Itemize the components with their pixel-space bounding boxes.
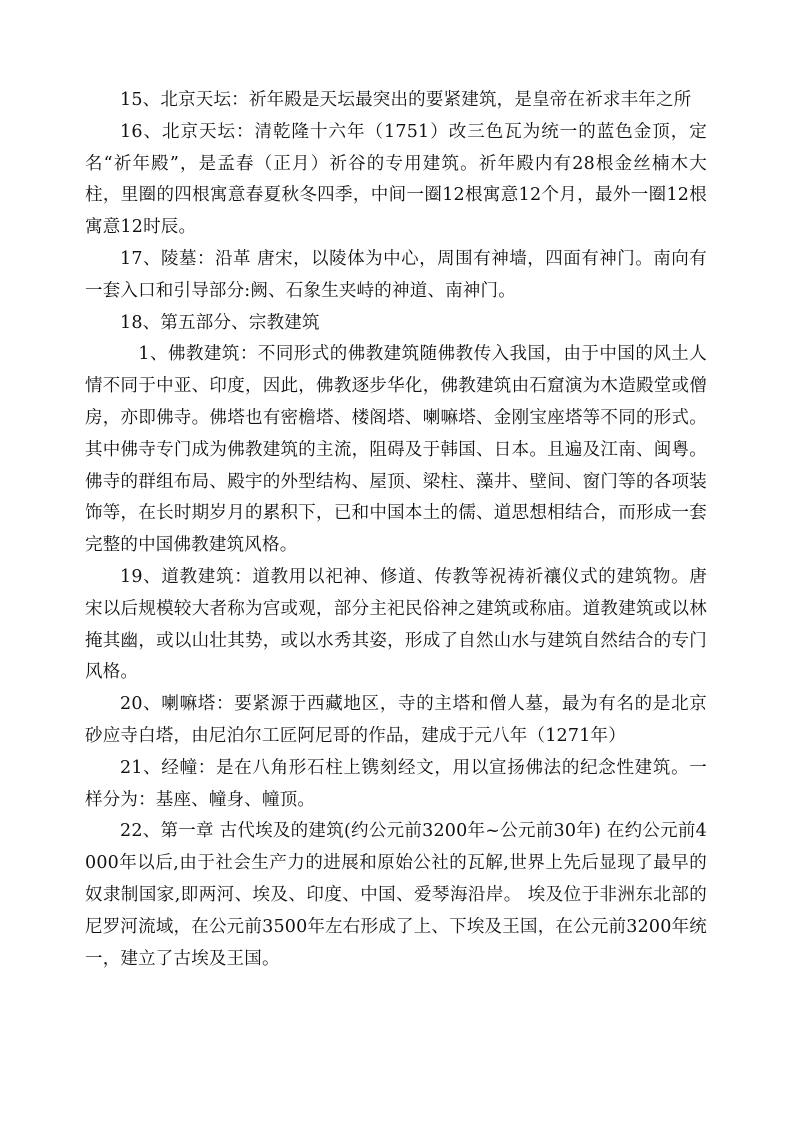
paragraph-18-buddhist-architecture: 1、佛教建筑：不同形式的佛教建筑随佛教传入我国，由于中国的风土人情不同于中亚、印度，因此，佛教逐步华化，佛教建筑由石窟演为木造殿堂或僧房，亦即佛寺。佛塔也有密檐塔、楼阁塔、喇嘛塔、金刚宝座塔等不同的形式。其中佛寺专门成为佛教建筑的主流，阻碍及于韩国、日本。且遍及江南、闽粤。佛寺的群组布局、殿宇的外型结构、屋顶、梁柱、藻井、壁间、窗门等的各项装饰等，在长时期岁月的累积下，已和中国本土的儒、道思想相结合，而形成一套完整的中国佛教建筑风格。 xyxy=(85,344,707,556)
paragraph-16: 16、北京天坛：清乾隆十六年（1751）改三色瓦为统一的蓝色金顶，定名“祈年殿”，是孟春（正月）祈谷的专用建筑。祈年殿内有28根金丝楠木大柱，里圈的四根寓意春夏秋冬四季，中间一圈12根寓意12个月，最外一圈12根寓意12时辰。 xyxy=(85,121,707,238)
paragraph-15: 15、北京天坛：祈年殿是天坛最突出的要紧建筑，是皇帝在祈求丰年之所 xyxy=(120,90,692,110)
paragraph-20: 20、喇嘛塔：要紧源于西藏地区，寺的主塔和僧人墓，最为有名的是北京砂应寺白塔，由尼泊尔工匠阿尼哥的作品，建成于元八年（1271年） xyxy=(85,694,707,746)
paragraph-22: 22、第一章 古代埃及的建筑(约公元前3200年~公元前30年) 在约公元前4000年以后,由于社会生产力的进展和原始公社的瓦解,世界上先后显现了最早的奴隶制国家,即两河、埃及、印度、中国、爱琴海沿岸。 埃及位于非洲东北部的尼罗河流域，在公元前3500年左右形成了上、下埃及王国，在公元前3200年统一，建立了古埃及王国。 xyxy=(85,821,707,969)
paragraph-17: 17、陵墓：沿革 唐宋，以陵体为中心，周围有神墙，四面有神门。南向有一套入口和引导部分:阙、石象生夹峙的神道、南神门。 xyxy=(85,248,707,301)
paragraph-18-heading: 18、第五部分、宗教建筑 xyxy=(120,312,320,333)
document-body xyxy=(85,85,707,975)
paragraph-19: 19、道教建筑：道教用以祀神、修道、传教等祝祷祈禳仪式的建筑物。唐宋以后规模较大者称为宫或观，部分主祀民俗神之建筑或称庙。道教建筑或以林掩其幽，或以山壮其势，或以水秀其姿，形成了自然山水与建筑自然结合的专门风格。 xyxy=(85,566,707,683)
paragraph-21: 21、经幢：是在八角形石柱上镌刻经文，用以宣扬佛法的纪念性建筑。一样分为：基座、幢身、幢顶。 xyxy=(85,757,707,810)
